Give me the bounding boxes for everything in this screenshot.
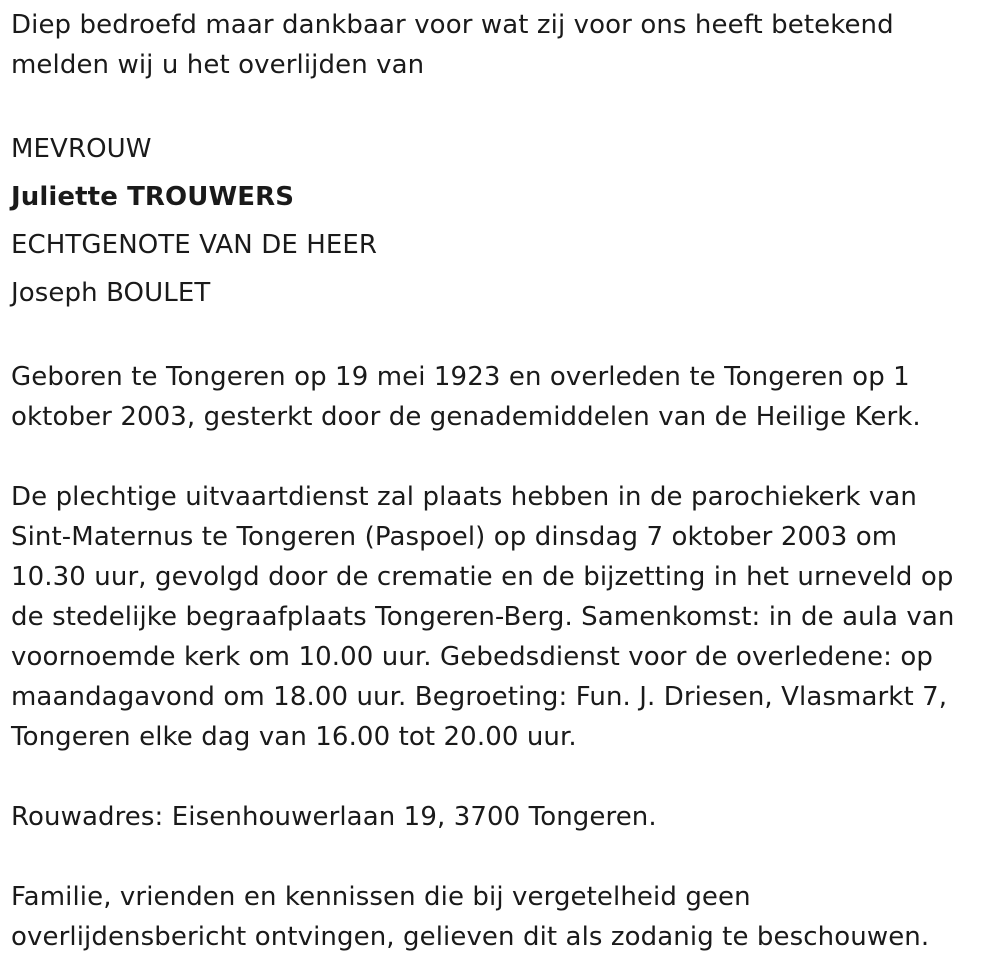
service-paragraph [11, 477, 991, 757]
birth-death-line: Geboren te Tongeren op 19 mei 1923 en overleden te Tongeren op 1 [11, 362, 910, 392]
service-line: de stedelijke begraafplaats Tongeren-Berg. Samenkomst: in de aula van [11, 602, 955, 632]
obituary-notice [11, 5, 991, 957]
service-line: 10.30 uur, gevolgd door de crematie en de bijzetting in het urneveld op [11, 562, 954, 592]
paragraph-gap [11, 317, 991, 357]
service-line: voornoemde kerk om 10.00 uur. Gebedsdienst voor de overledene: op [11, 642, 933, 672]
closing-line: Familie, vrienden en kennissen die bij vergetelheid geen [11, 882, 751, 912]
spouse-name: Joseph BOULET [11, 278, 211, 308]
birth-death-line: oktober 2003, gesterkt door de genademiddelen van de Heilige Kerk. [11, 402, 921, 432]
deceased-title: MEVROUW [11, 134, 152, 164]
deceased-name: Juliette TROUWERS [11, 182, 295, 212]
service-line: Tongeren elke dag van 16.00 tot 20.00 uur. [11, 722, 577, 752]
intro-line: melden wij u het overlijden van [11, 50, 425, 80]
closing-line: overlijdensbericht ontvingen, gelieven dit als zodanig te beschouwen. [11, 922, 930, 952]
paragraph-gap [11, 437, 991, 477]
service-line: De plechtige uitvaartdienst zal plaats hebben in de parochiekerk van [11, 482, 918, 512]
paragraph-gap [11, 837, 991, 877]
mourning-address: Rouwadres: Eisenhouwerlaan 19, 3700 Tongeren. [11, 802, 657, 832]
birth-death-paragraph [11, 357, 991, 437]
paragraph-gap [11, 757, 991, 797]
paragraph-gap [11, 85, 991, 125]
address-paragraph [11, 797, 991, 837]
service-line: Sint-Maternus te Tongeren (Paspoel) op dinsdag 7 oktober 2003 om [11, 522, 898, 552]
intro-paragraph [11, 5, 991, 85]
deceased-block [11, 125, 991, 317]
relation-label: ECHTGENOTE VAN DE HEER [11, 230, 378, 260]
service-line: maandagavond om 18.00 uur. Begroeting: Fun. J. Driesen, Vlasmarkt 7, [11, 682, 948, 712]
intro-line: Diep bedroefd maar dankbaar voor wat zij voor ons heeft betekend [11, 10, 894, 40]
closing-paragraph [11, 877, 991, 957]
